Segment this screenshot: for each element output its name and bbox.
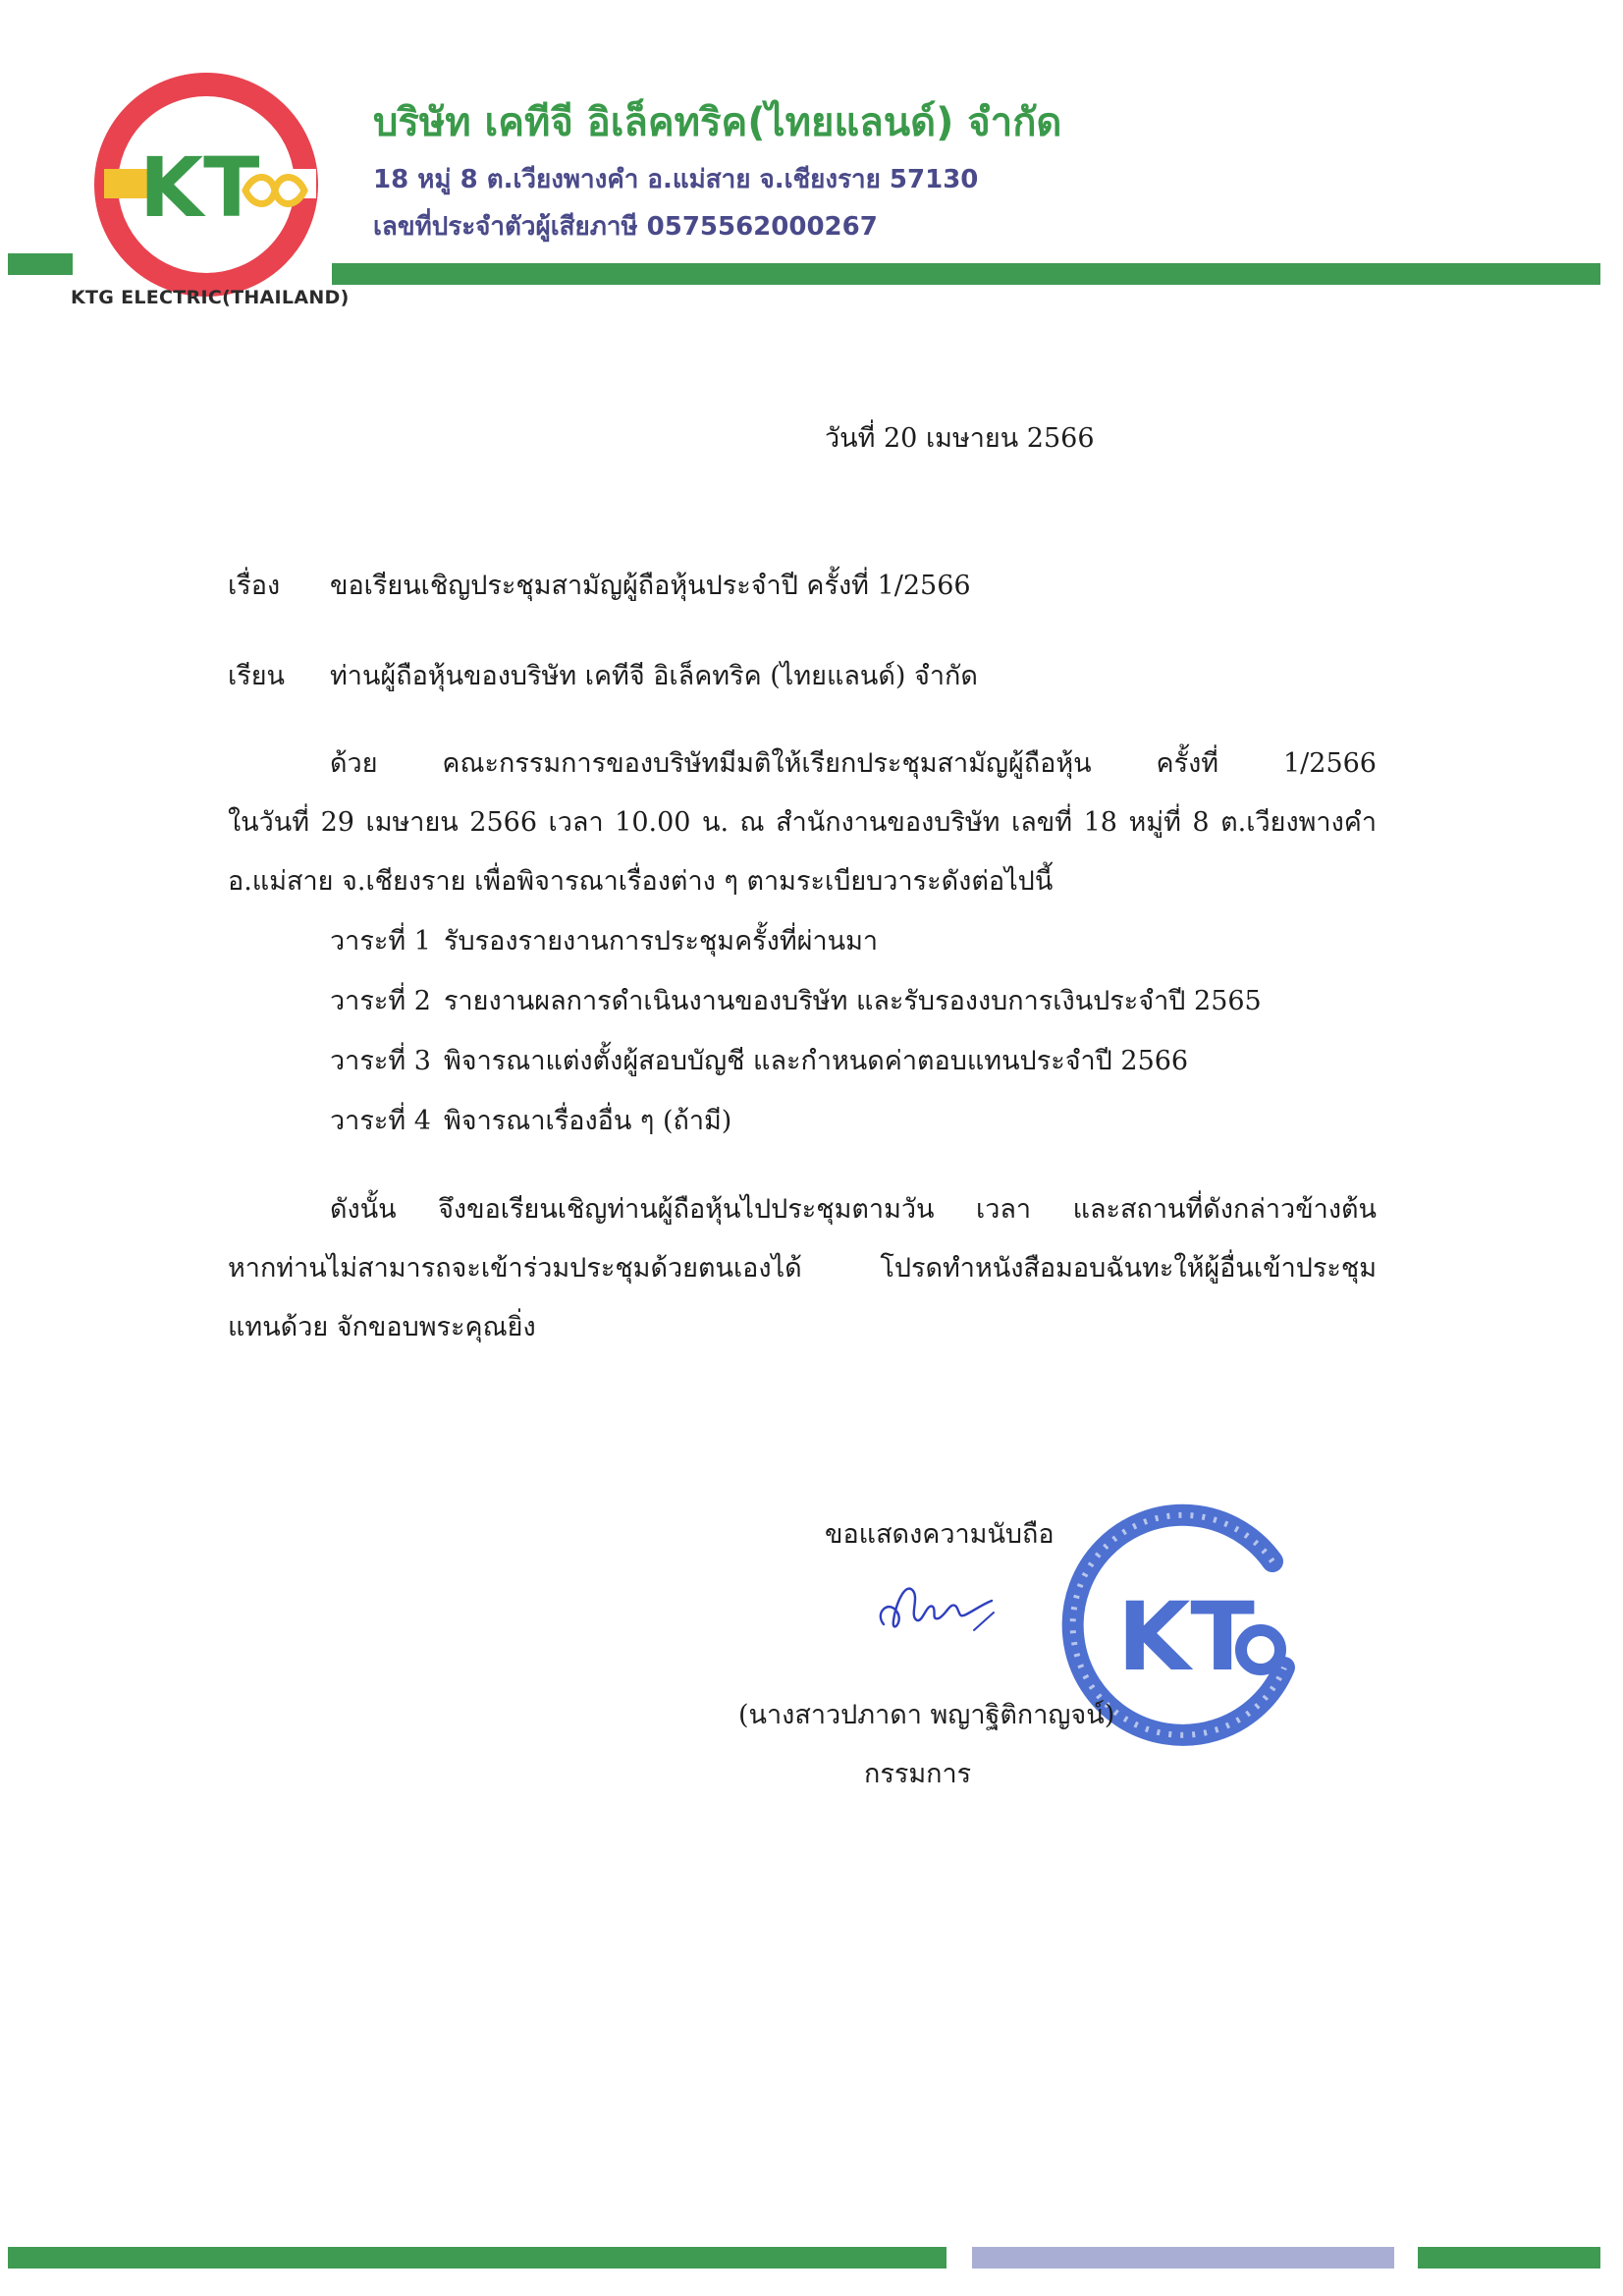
- agenda-text: พิจารณาแต่งตั้งผู้สอบบัญชี และกำหนดค่าตอบแทนประจำปี 2566: [444, 1046, 1189, 1076]
- signer-name: (นางสาวปภาดา พญาฐิติกาญจน์): [738, 1700, 1115, 1730]
- footer-bar-lavender: [972, 2247, 1394, 2269]
- agenda-number: วาระที่ 1: [330, 926, 431, 957]
- logo-text: KT: [139, 139, 260, 236]
- agenda-list: [330, 911, 1262, 1151]
- recipient-line: [228, 654, 978, 696]
- recipient-text: ท่านผู้ถือหุ้นของบริษัท เคทีจี อิเล็คทริค (ไทยแลนด์) จำกัด: [330, 661, 978, 691]
- agenda-text: รายงานผลการดำเนินงานของบริษัท และรับรองงบการเงินประจำปี 2565: [444, 986, 1262, 1016]
- body-paragraph-2: [228, 1180, 1377, 1357]
- subject-line: [228, 564, 971, 606]
- body-paragraph-1: [228, 735, 1377, 911]
- agenda-number: วาระที่ 4: [330, 1106, 431, 1136]
- recipient-label: เรียน: [228, 661, 286, 691]
- company-name: บริษัท เคทีจี อิเล็คทริค(ไทยแลนด์) จำกัด: [373, 100, 1062, 145]
- agenda-text: รับรองรายงานการประชุมครั้งที่ผ่านมา: [444, 926, 879, 957]
- svg-text:KT: KT: [1117, 1582, 1255, 1692]
- body-line: ด้วย คณะกรรมการของบริษัทมีมติให้เรียกประชุมสามัญผู้ถือหุ้น ครั้งที่ 1/2566: [330, 748, 1377, 779]
- signer-position: กรรมการ: [864, 1759, 972, 1789]
- company-address: 18 หมู่ 8 ต.เวียงพางคำ อ.แม่สาย จ.เชียงราย 57130: [373, 165, 979, 194]
- agenda-item: [330, 1031, 1262, 1091]
- body-line: แทนด้วย จักขอบพระคุณยิ่ง: [228, 1312, 536, 1342]
- subject-text: ขอเรียนเชิญประชุมสามัญผู้ถือหุ้นประจำปี ครั้งที่ 1/2566: [330, 571, 971, 601]
- body-line: ดังนั้น จึงขอเรียนเชิญท่านผู้ถือหุ้นไปประชุมตามวัน เวลา และสถานที่ดังกล่าวข้างต้น: [330, 1194, 1377, 1225]
- company-tax-id: เลขที่ประจำตัวผู้เสียภาษี 0575562000267: [373, 212, 878, 242]
- header-divider-right: [332, 263, 1600, 285]
- footer-bar-green-right: [1418, 2247, 1600, 2269]
- agenda-text: พิจารณาเรื่องอื่น ๆ (ถ้ามี): [444, 1106, 732, 1136]
- header-divider-left: [8, 253, 73, 275]
- subject-label: เรื่อง: [228, 571, 281, 601]
- agenda-item: [330, 971, 1262, 1031]
- agenda-item: [330, 911, 1262, 971]
- letter-date: วันที่ 20 เมษายน 2566: [825, 423, 1095, 454]
- agenda-number: วาระที่ 3: [330, 1046, 431, 1076]
- handwritten-signature: [864, 1565, 1011, 1644]
- agenda-number: วาระที่ 2: [330, 986, 431, 1016]
- footer-bar-green: [8, 2247, 947, 2269]
- body-line: ในวันที่ 29 เมษายน 2566 เวลา 10.00 น. ณ สำนักงานของบริษัท เลขที่ 18 หมู่ที่ 8 ต.เวียงพางคำ: [228, 807, 1377, 838]
- closing-text: ขอแสดงความนับถือ: [825, 1519, 1055, 1550]
- body-line: อ.แม่สาย จ.เชียงราย เพื่อพิจารณาเรื่องต่าง ๆ ตามระเบียบวาระดังต่อไปนี้: [228, 866, 1054, 897]
- logo-caption: KTG ELECTRIC(THAILAND): [71, 287, 350, 308]
- body-line: หากท่านไม่สามารถจะเข้าร่วมประชุมด้วยตนเองได้ โปรดทำหนังสือมอบฉันทะให้ผู้อื่นเข้าประชุม: [228, 1253, 1377, 1284]
- company-logo: [79, 69, 334, 304]
- agenda-item: [330, 1091, 1262, 1151]
